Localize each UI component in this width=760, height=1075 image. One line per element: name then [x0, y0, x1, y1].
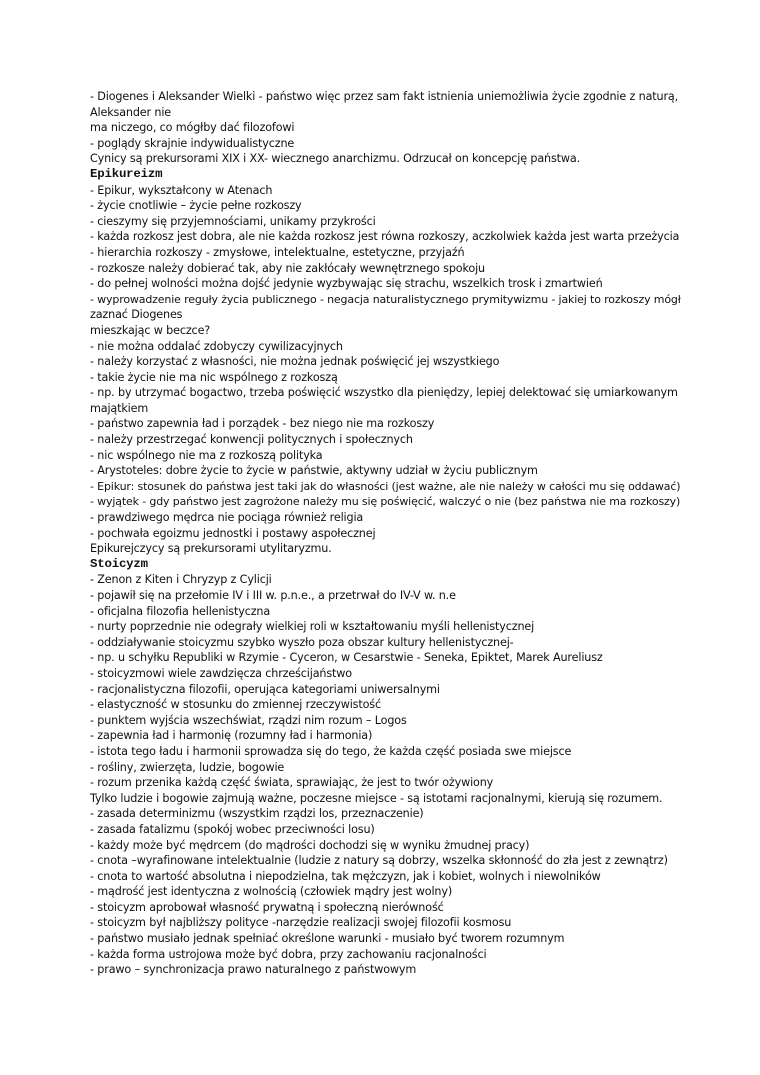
text-line: - zapewnia ład i harmonię (rozumny ład i harmonia) [90, 729, 373, 743]
section-heading: Epikureizm [90, 166, 163, 181]
text-line: - nie można oddalać zdobyczy cywilizacyjnych [90, 339, 343, 353]
text-line: - takie życie nie ma nic wspólnego z rozkoszą [90, 370, 338, 384]
text-line: - Epikur: stosunek do państwa jest taki jak do własności (jest ważne, ale nie należy w całości mu się oddawać) [90, 479, 681, 493]
text-line: - stoicyzm aprobował własność prywatną i społeczną nierówność [90, 900, 444, 914]
text-line: - np. by utrzymać bogactwo, trzeba poświęcić wszystko dla pieniędzy, lepiej delektować się umiarkowanym [90, 386, 678, 400]
text-line: - rozum przenika każdą część świata, sprawiając, że jest to twór ożywiony [90, 776, 494, 790]
text-line: - Epikur, wykształcony w Atenach [90, 183, 273, 197]
text-line: mieszkając w beczce? [90, 323, 211, 337]
text-line: - każda forma ustrojowa może być dobra, przy zachowaniu racjonalności [90, 947, 487, 961]
section-heading: Stoicyzm [90, 556, 148, 571]
text-line: - mądrość jest identyczna z wolnością (człowiek mądry jest wolny) [90, 885, 453, 899]
text-line: - elastyczność w stosunku do zmiennej rzeczywistość [90, 698, 381, 712]
text-line: - punktem wyjścia wszechświat, rządzi nim rozum – Logos [90, 713, 407, 727]
text-line: - zasada fatalizmu (spokój wobec przeciwności losu) [90, 822, 375, 836]
text-line: - wyprowadzenie reguły życia publicznego - negacja naturalistycznego prymitywizmu - jakiej to rozkoszy mógł [90, 292, 681, 306]
text-line: - istota tego ładu i harmonii sprowadza się do tego, że każda część posiada swe miejsce [90, 744, 572, 758]
document-page [90, 89, 681, 978]
text-line: - cnota –wyrafinowane intelektualnie (ludzie z natury są dobrzy, wszelka skłonność do zła jest z zewnątrz) [90, 854, 668, 868]
text-line: - nurty poprzednie nie odegrały wielkiej roli w kształtowaniu myśli hellenistycznej [90, 620, 535, 634]
text-line: - Diogenes i Aleksander Wielki - państwo więc przez sam fakt istnienia uniemożliwia życie zgodnie z naturą, [90, 90, 679, 103]
text-line: - życie cnotliwie – życie pełne rozkoszy [90, 199, 302, 213]
text-line: - nic wspólnego nie ma z rozkoszą polityka [90, 448, 323, 462]
text-line: - każdy może być mędrcem (do mądrości dochodzi się w wyniku żmudnej pracy) [90, 838, 530, 852]
text-line: - cieszymy się przyjemnościami, unikamy przykrości [90, 214, 376, 228]
text-line: zaznać Diogenes [90, 308, 183, 322]
text-line: - należy korzystać z własności, nie można jednak poświęcić jej wszystkiego [90, 355, 500, 369]
text-line: - zasada determinizmu (wszystkim rządzi los, przeznaczenie) [90, 807, 424, 821]
text-line: Tylko ludzie i bogowie zajmują ważne, poczesne miejsce - są istotami racjonalnymi, kierują się rozumem. [90, 791, 663, 805]
text-line: - pojawił się na przełomie IV i III w. p.n.e., a przetrwał do IV-V w. n.e [90, 589, 456, 602]
text-line: ma niczego, co mógłby dać filozofowi [90, 121, 295, 135]
text-line: - oficjalna filozofia hellenistyczna [90, 604, 271, 618]
text-line: - oddziaływanie stoicyzmu szybko wyszło poza obszar kultury hellenistycznej- [90, 635, 514, 649]
text-line: majątkiem [90, 401, 149, 415]
text-line: - każda rozkosz jest dobra, ale nie każda rozkosz jest równa rozkoszy, aczkolwiek każda jest warta przeżycia [90, 230, 680, 244]
text-line: - do pełnej wolności można dojść jedynie wyzbywając się strachu, wszelkich trosk i zmartwień [90, 277, 603, 291]
text-line: - prawo – synchronizacja prawo naturalnego z państwowym [90, 963, 417, 977]
text-line: - państwo zapewnia ład i porządek - bez niego nie ma rozkoszy [90, 417, 435, 431]
text-line: - państwo musiało jednak spełniać określone warunki - musiało być tworem rozumnym [90, 932, 565, 946]
text-line: - np. u schyłku Republiki w Rzymie - Cyceron, w Cesarstwie - Seneka, Epiktet, Marek Aureliusz [90, 651, 603, 665]
text-line: - wyjątek - gdy państwo jest zagrożone należy mu się poświęcić, walczyć o nie (bez państwa nie ma rozkoszy) [90, 495, 681, 509]
text-line: - pochwała egoizmu jednostki i postawy aspołecznej [90, 526, 376, 540]
text-line: - należy przestrzegać konwencji politycznych i społecznych [90, 433, 413, 447]
text-line: - stoicyzm był najbliższy polityce -narzędzie realizacji swojej filozofii kosmosu [90, 916, 512, 930]
text-line: - racjonalistyczna filozofii, operująca kategoriami uniwersalnymi [90, 682, 440, 696]
text-line: - stoicyzmowi wiele zawdzięcza chrześcijaństwo [90, 666, 352, 680]
text-line: - cnota to wartość absolutna i niepodzielna, tak mężczyzn, jak i kobiet, wolnych i niewolników [90, 869, 601, 883]
text-line: - hierarchia rozkoszy - zmysłowe, intelektualne, estetyczne, przyjaźń [90, 245, 465, 259]
text-line: - Zenon z Kiten i Chryzyp z Cylicji [90, 573, 272, 587]
text-line: - rośliny, zwierzęta, ludzie, bogowie [90, 760, 285, 774]
text-line: - poglądy skrajnie indywidualistyczne [90, 136, 295, 150]
text-line: Cynicy są prekursorami XIX i XX- wiecznego anarchizmu. Odrzucał on koncepcję państwa. [90, 152, 581, 166]
text-line: Aleksander nie [90, 105, 172, 119]
text-line: - prawdziwego mędrca nie pociąga również religia [90, 511, 364, 525]
text-line: - Arystoteles: dobre życie to życie w państwie, aktywny udział w życiu publicznym [90, 464, 538, 478]
text-line: - rozkosze należy dobierać tak, aby nie zakłócały wewnętrznego spokoju [90, 261, 486, 275]
text-line: Epikurejczycy są prekursorami utylitaryzmu. [90, 542, 332, 556]
